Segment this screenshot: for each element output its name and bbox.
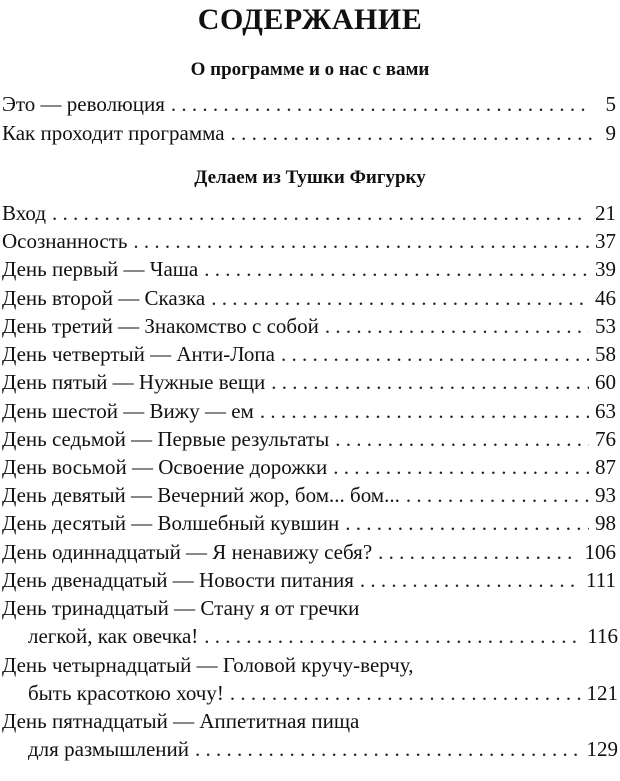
toc-entry-title-cont: легкой, как овечка! [28,624,199,648]
toc-entry-page: 87 [595,455,616,479]
section-heading: Делаем из Тушки Фигурку [194,167,426,188]
toc-entry-continuation [2,736,618,763]
toc-entry-title: День третий — Знакомство с собой [2,314,319,338]
dot-leader [52,200,589,227]
toc-entry-page: 116 [587,624,618,648]
toc-entry-page: 63 [595,399,616,423]
toc-entry-continuation [2,680,618,707]
toc-entry [2,313,616,340]
toc-entry [2,200,616,227]
toc-entry-title: День девятый — Вечерний жор, бом... бом... [2,483,400,507]
toc-entry-page: 121 [586,681,618,705]
dot-leader [204,256,589,283]
toc-entry-page: 9 [605,121,616,145]
toc-entry-title: День восьмой — Освоение дорожки [2,455,328,479]
toc-entry-title: День четвертый — Анти-Лопа [2,342,275,366]
toc-entry-page: 58 [595,342,616,366]
dot-leader [360,567,580,594]
toc-entry-title: День первый — Чаша [2,257,199,281]
toc-entry [2,454,616,481]
toc-entry-page: 93 [595,483,616,507]
toc-entry-title: Вход [2,201,47,225]
toc-entry [2,426,616,453]
toc-entry-first-line [2,652,616,679]
toc-entry [2,567,616,594]
toc-entry-title: День второй — Сказка [2,286,206,310]
toc-entry-title-cont: для размышлений [28,737,189,761]
toc-entry [2,120,616,147]
dot-leader [325,313,589,340]
toc-entry-title: День одиннадцатый — Я ненавижу себя? [2,540,373,564]
dot-leader [345,510,589,537]
toc-entry [2,228,616,255]
toc-entry-title: День пятый — Нужные вещи [2,370,266,394]
toc-entry-page: 98 [595,511,616,535]
toc-entry-page: 111 [586,568,616,592]
toc-entry-page: 37 [595,229,616,253]
toc-entry-page: 53 [595,314,616,338]
toc-entry-title: День четырнадцатый — Головой кручу-верчу, [2,653,414,677]
dot-leader [195,736,581,763]
toc-entry-title: День шестой — Вижу — ем [2,399,254,423]
toc-entry-title: Как проходит программа [2,121,225,145]
toc-entry-page: 129 [586,737,618,761]
dot-leader [333,454,589,481]
dot-leader [231,120,592,147]
dot-leader [281,341,589,368]
toc-entry [2,398,616,425]
toc-entry-title-cont: быть красоткою хочу! [28,681,224,705]
toc-entry-page: 106 [584,540,616,564]
dot-leader [335,426,589,453]
toc-entry [2,482,616,509]
page-title: СОДЕРЖАНИЕ [197,3,423,36]
toc-entry-page: 76 [595,427,616,451]
dot-leader [271,369,589,396]
toc-entry [2,369,616,396]
toc-entry-title: Это — революция [2,92,165,116]
toc-entry-page: 46 [595,286,616,310]
toc-entry-page: 5 [605,92,616,116]
toc-entry-title: День двенадцатый — Новости питания [2,568,354,592]
toc-entry [2,341,616,368]
toc-entry [2,539,616,566]
dot-leader [211,285,589,312]
toc-entry-title: День пятнадцатый — Аппетитная пища [2,709,360,733]
toc-entry-title: Осознанность [2,229,128,253]
toc-entry [2,285,616,312]
toc-entry-first-line [2,708,616,735]
dot-leader [406,482,589,509]
toc-entry-page: 39 [595,257,616,281]
toc-entry [2,256,616,283]
toc-entry-title: День тринадцатый — Стану я от гречки [2,596,360,620]
toc-entry [2,91,616,118]
dot-leader [204,623,581,650]
toc-entry-title: День седьмой — Первые результаты [2,427,330,451]
dot-leader [133,228,589,255]
toc-entry-first-line [2,595,616,622]
toc-entry-title: День десятый — Волшебный кувшин [2,511,340,535]
toc-entry-continuation [2,623,618,650]
dot-leader [260,398,589,425]
dot-leader [171,91,592,118]
dot-leader [378,539,578,566]
toc-entry-page: 60 [595,370,616,394]
section-heading: О программе и о нас с вами [190,59,430,80]
toc-entry [2,510,616,537]
toc-entry-page: 21 [595,201,616,225]
dot-leader [230,680,581,707]
